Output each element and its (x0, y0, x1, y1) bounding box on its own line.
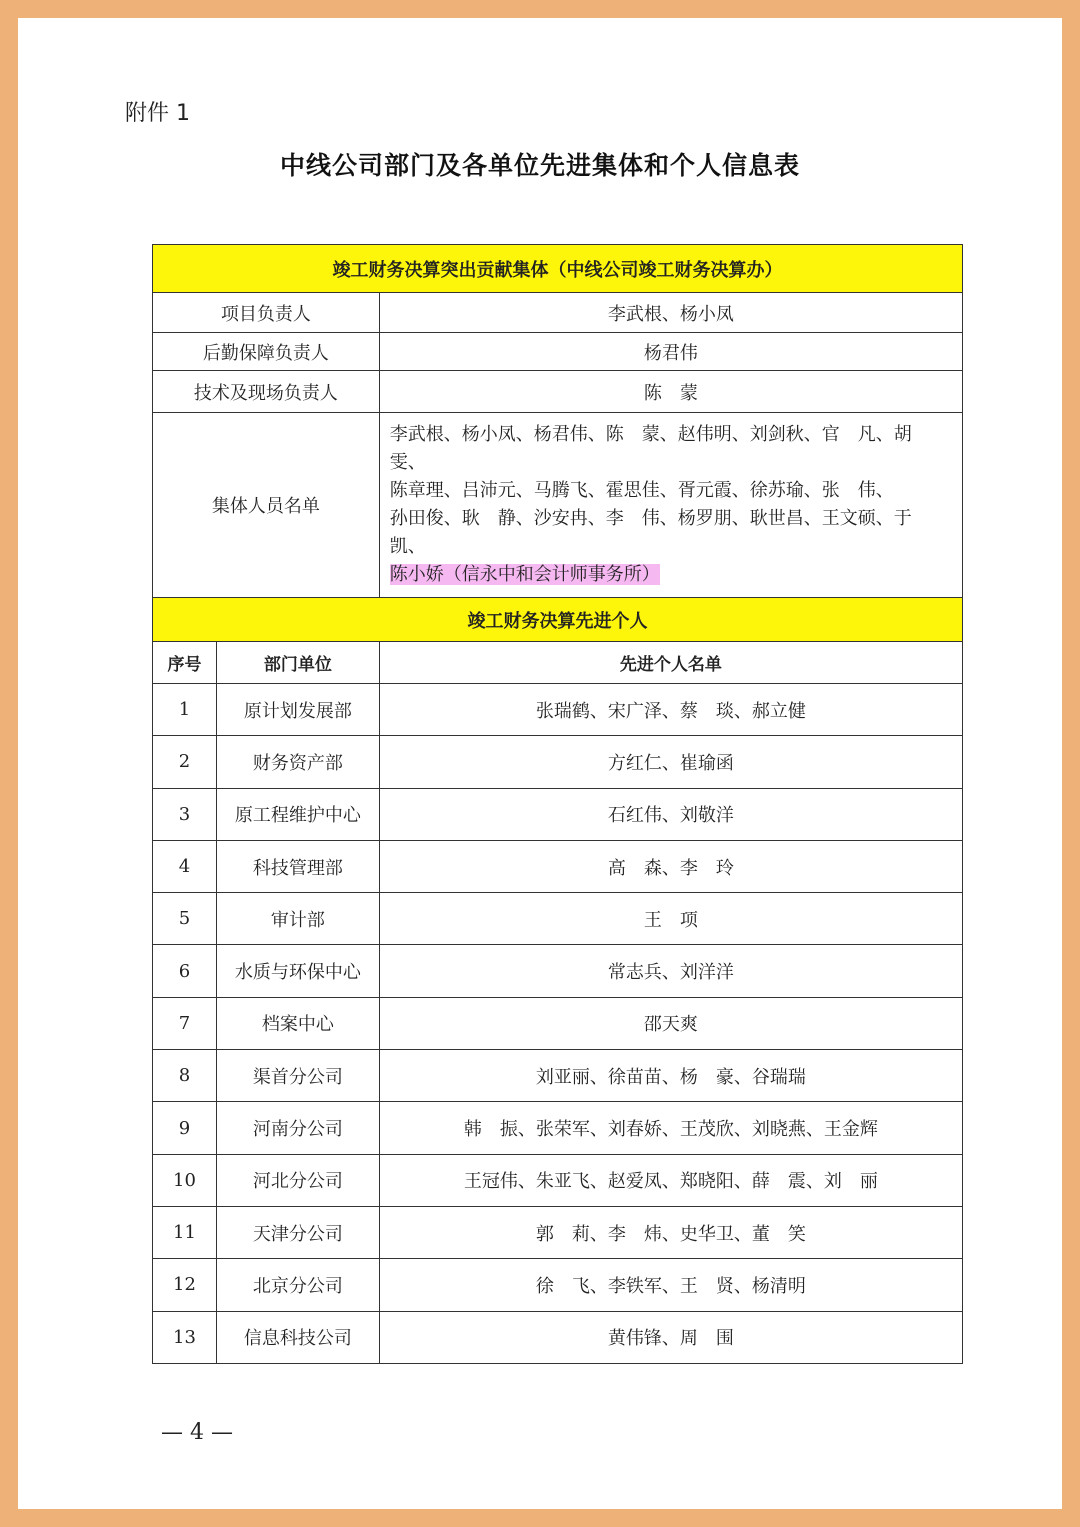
col-header-no: 序号 (153, 642, 217, 684)
row-number: 10 (153, 1154, 217, 1206)
row-number: 4 (153, 840, 217, 892)
row-names: 黄伟锋、周 围 (379, 1311, 962, 1363)
row-number: 12 (153, 1259, 217, 1311)
row-names: 刘亚丽、徐苗苗、杨 豪、谷瑞瑞 (379, 1050, 962, 1102)
row-department: 渠首分公司 (216, 1050, 379, 1102)
table-row (153, 1154, 963, 1206)
individual-heading: 竣工财务决算先进个人 (153, 598, 963, 642)
document-page (18, 18, 1062, 1509)
row-department: 信息科技公司 (216, 1311, 379, 1363)
collective-heading: 竣工财务决算突出贡献集体（中线公司竣工财务决算办） (153, 245, 963, 293)
collective-row (153, 371, 963, 413)
row-department: 河北分公司 (216, 1154, 379, 1206)
row-number: 5 (153, 893, 217, 945)
row-number: 7 (153, 997, 217, 1049)
members-list (379, 413, 962, 598)
row-names: 王 项 (379, 893, 962, 945)
members-row (153, 413, 963, 598)
collective-row-value: 李武根、杨小凤 (379, 293, 962, 333)
row-department: 北京分公司 (216, 1259, 379, 1311)
row-number: 3 (153, 788, 217, 840)
highlighted-member: 陈小娇（信永中和会计师事务所） (389, 564, 660, 585)
table-row (153, 945, 963, 997)
row-department: 水质与环保中心 (216, 945, 379, 997)
page-number: — 4 — (161, 1420, 233, 1445)
table-row (153, 1102, 963, 1154)
members-line: 李武根、杨小凤、杨君伟、陈 蒙、赵伟明、刘剑秋、官 凡、胡 雯、 (389, 424, 930, 473)
row-number: 8 (153, 1050, 217, 1102)
row-number: 9 (153, 1102, 217, 1154)
table-row (153, 1259, 963, 1311)
column-header-row (153, 642, 963, 684)
table-row (153, 893, 963, 945)
collective-row-label: 后勤保障负责人 (153, 333, 380, 371)
table-row (153, 997, 963, 1049)
collective-row-label: 技术及现场负责人 (153, 371, 380, 413)
row-names: 邵天爽 (379, 997, 962, 1049)
row-department: 财务资产部 (216, 736, 379, 788)
row-names: 徐 飞、李铁军、王 贤、杨清明 (379, 1259, 962, 1311)
individual-heading-row (153, 598, 963, 642)
attachment-label: 附件 1 (125, 101, 190, 126)
row-department: 原计划发展部 (216, 684, 379, 736)
row-number: 6 (153, 945, 217, 997)
row-department: 河南分公司 (216, 1102, 379, 1154)
table-row (153, 1206, 963, 1258)
row-names: 郭 莉、李 炜、史华卫、董 笑 (379, 1206, 962, 1258)
collective-row (153, 293, 963, 333)
col-header-dept: 部门单位 (216, 642, 379, 684)
members-line: 陈章理、吕沛元、马腾飞、霍思佳、胥元霞、徐苏瑜、张 伟、 (389, 480, 894, 501)
members-line-last (390, 561, 954, 589)
table-row (153, 788, 963, 840)
members-line: 孙田俊、耿 静、沙安冉、李 伟、杨罗朋、耿世昌、王文硕、于 凯、 (389, 508, 930, 557)
row-number: 13 (153, 1311, 217, 1363)
row-names: 常志兵、刘洋洋 (379, 945, 962, 997)
col-header-names: 先进个人名单 (379, 642, 962, 684)
collective-row-value: 杨君伟 (379, 333, 962, 371)
table-row (153, 1311, 963, 1363)
row-names: 方红仁、崔瑜函 (379, 736, 962, 788)
table-row (153, 840, 963, 892)
collective-row-label: 项目负责人 (153, 293, 380, 333)
collective-row (153, 333, 963, 371)
row-department: 审计部 (216, 893, 379, 945)
row-names: 高 森、李 玲 (379, 840, 962, 892)
row-names: 王冠伟、朱亚飞、赵爱凤、郑晓阳、薛 震、刘 丽 (379, 1154, 962, 1206)
individual-rows (153, 684, 963, 1364)
row-names: 张瑞鹤、宋广泽、蔡 琰、郝立健 (379, 684, 962, 736)
row-department: 档案中心 (216, 997, 379, 1049)
table-row (153, 736, 963, 788)
row-names: 石红伟、刘敬洋 (379, 788, 962, 840)
row-number: 11 (153, 1206, 217, 1258)
row-department: 科技管理部 (216, 840, 379, 892)
page-title: 中线公司部门及各单位先进集体和个人信息表 (279, 151, 800, 180)
table-row (153, 684, 963, 736)
row-department: 原工程维护中心 (216, 788, 379, 840)
info-table (152, 244, 963, 1364)
row-number: 1 (153, 684, 217, 736)
members-label: 集体人员名单 (153, 413, 380, 598)
row-number: 2 (153, 736, 217, 788)
table-row (153, 1050, 963, 1102)
collective-row-value: 陈 蒙 (379, 371, 962, 413)
row-department: 天津分公司 (216, 1206, 379, 1258)
row-names: 韩 振、张荣军、刘春娇、王茂欣、刘晓燕、王金辉 (379, 1102, 962, 1154)
collective-heading-row (153, 245, 963, 293)
